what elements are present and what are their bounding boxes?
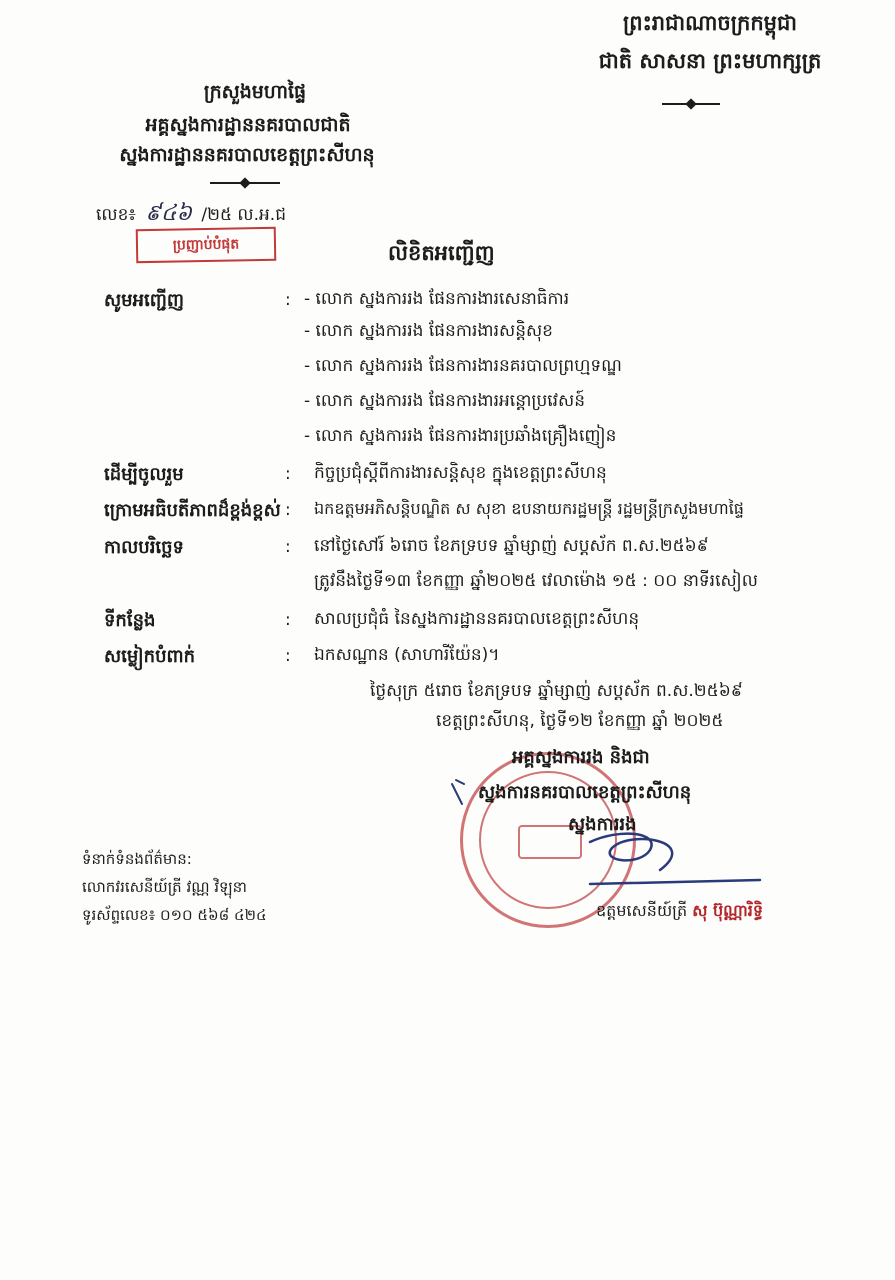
contact-person: លោកវរសេនីយ៍ត្រី វណ្ណ វិឡុនា xyxy=(82,878,247,896)
chair-colon: : xyxy=(285,500,291,520)
motto-heading: ជាតិ សាសនា ព្រះមហាក្សត្រ xyxy=(598,49,822,73)
invitee-item: - លោក ស្នងការរង ផែនការងារសន្តិសុខ xyxy=(304,321,553,341)
ministry-name: ក្រសួងមហាផ្ទៃ xyxy=(203,81,307,103)
invitee-item: - លោក ស្នងការរង ផែនការងារសេនាធិការ xyxy=(304,289,570,309)
signatory-title-1: អគ្គស្នងការរង និងជា xyxy=(512,747,650,768)
lunar-date: ថ្ងៃសុក្រ ៥រោច ខែភទ្របទ ឆ្នាំម្សាញ់ សប្តស័ក ព.ស.២៥៦៩ xyxy=(370,681,743,701)
signatory-title-3: ស្នងការរង xyxy=(568,814,637,835)
venue-label: ទីកន្លែង xyxy=(104,610,156,631)
contact-phone: ទូរស័ព្ទលេខ៖ ០១០ ៥៦៨ ៤២៤ xyxy=(82,906,267,924)
invite-label: សូមអញ្ជើញ xyxy=(104,290,184,311)
venue-value: សាលប្រជុំធំ នៃស្នងការដ្ឋាននគរបាលខេត្តព្រះសីហនុ xyxy=(314,609,640,629)
provincial-office-name: ស្នងការដ្ឋាននគរបាលខេត្តព្រះសីហនុ xyxy=(119,144,375,166)
chair-label: ក្រោមអធិបតីភាពដ៏ខ្ពង់ខ្ពស់ xyxy=(104,500,281,521)
invitee-item: - លោក ស្នងការរង ផែនការងារអន្តោប្រវេសន៍ xyxy=(304,391,585,411)
reference-suffix: /២៥ ល.អ.ជ xyxy=(201,205,287,225)
date-solar-value: ត្រូវនឹងថ្ងៃទី១៣ ខែកញ្ញា ឆ្នាំ២០២៥ វេលាម៉ោង ១៥ : ០០ នាទីរសៀល xyxy=(314,571,758,591)
officer-signature-line xyxy=(596,900,763,924)
urgent-stamp: ប្រញាប់បំផុត xyxy=(136,227,277,263)
invite-colon: : xyxy=(285,290,291,310)
reference-prefix: លេខ៖ xyxy=(96,205,136,225)
signatory-title-2: ស្នងការនគរបាលខេត្តព្រះសីហនុ xyxy=(478,782,692,803)
date-colon: : xyxy=(285,537,291,557)
invitee-item: - លោក ស្នងការរង ផែនការងារប្រឆាំងគ្រឿងញៀន xyxy=(304,426,617,446)
date-label: កាលបរិច្ឆេទ xyxy=(104,537,184,558)
purpose-colon: : xyxy=(285,464,291,484)
officer-rank: ឧត្តមសេនីយ៍ត្រី xyxy=(596,901,688,920)
officer-name: សុ ប៊ុណ្ណារិទ្ធិ xyxy=(692,901,763,920)
document-title: លិខិតអញ្ជើញ xyxy=(388,241,495,265)
dress-colon: : xyxy=(285,646,291,666)
purpose-value: កិច្ចប្រជុំស្តីពីការងារសន្តិសុខ ក្នុងខេត្តព្រះសីហនុ xyxy=(314,463,607,483)
invitee-item: - លោក ស្នងការរង ផែនការងារនគរបាលព្រហ្មទណ្ឌ xyxy=(304,356,622,376)
solar-date: ខេត្តព្រះសីហនុ, ថ្ងៃទី១២ ខែកញ្ញា ឆ្នាំ ២០២៥ xyxy=(436,711,724,731)
venue-colon: : xyxy=(285,610,291,630)
chair-value: ឯកឧត្តមអភិសន្តិបណ្ឌិត ស សុខា ឧបនាយករដ្ឋមន្ត្រី រដ្ឋមន្ត្រីក្រសួងមហាផ្ទៃ xyxy=(314,499,744,518)
contact-heading: ទំនាក់ទំនងព័ត៌មាន: xyxy=(82,850,192,868)
date-lunar-value: នៅថ្ងៃសៅរ៍ ៦រោច ខែភទ្របទ ឆ្នាំម្សាញ់ សប្តស័ក ព.ស.២៥៦៩ xyxy=(314,536,709,556)
purpose-label: ដើម្បីចូលរួម xyxy=(104,464,184,485)
dress-value: ឯកសណ្ឋាន (សាហារីយ៉ែន)។ xyxy=(314,645,500,665)
reference-handwritten-number: ៩៤៦ xyxy=(145,201,192,226)
department-name: អគ្គស្នងការដ្ឋាននគរបាលជាតិ xyxy=(145,114,351,136)
kingdom-heading: ព្រះរាជាណាចក្រកម្ពុជា xyxy=(622,11,797,35)
dress-label: សម្លៀកបំពាក់ xyxy=(104,646,196,667)
